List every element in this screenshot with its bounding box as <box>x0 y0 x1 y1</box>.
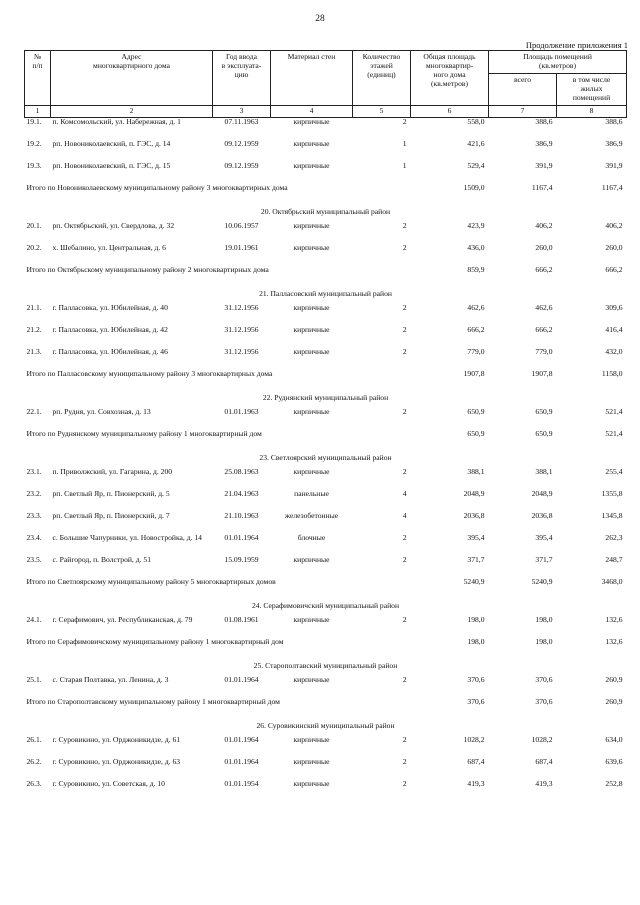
row-year: 31.12.1956 <box>224 324 259 334</box>
row-address: г. Серафимович, ул. Республиканская, д. 79 <box>52 614 193 624</box>
table-row <box>25 140 627 162</box>
row-address: рп. Светлый Яр, п. Пионерский, д. 7 <box>52 510 170 520</box>
row-number: 25.1. <box>26 674 42 684</box>
row-number: 21.3. <box>26 346 42 356</box>
row-year: 01.08.1961 <box>224 614 259 624</box>
row-address: рп. Светлый Яр, п. Пионерский, д. 5 <box>52 488 170 498</box>
row-total-area: 529,4 <box>467 160 485 170</box>
header-floors: Количество этажей (единиц) <box>353 51 411 106</box>
row-total-area: 371,7 <box>467 554 485 564</box>
total-area-all: 5240,9 <box>531 576 553 586</box>
row-floors: 2 <box>402 466 407 476</box>
row-number: 26.2. <box>26 756 42 766</box>
district-total-row <box>25 698 627 722</box>
table-row <box>25 222 627 244</box>
total-area: 198,0 <box>467 636 485 646</box>
row-year: 10.06.1957 <box>224 220 259 230</box>
header-premises: Площадь помещений (кв.метров) <box>489 51 627 74</box>
district-total-row <box>25 578 627 602</box>
row-number: 19.3. <box>26 160 42 170</box>
total-area: 650,9 <box>467 428 485 438</box>
row-floors: 1 <box>402 138 407 148</box>
row-floors: 2 <box>402 406 407 416</box>
table-body <box>25 117 627 802</box>
row-year: 25.08.1963 <box>224 466 259 476</box>
header-material: Материал стен <box>271 51 353 106</box>
row-area-living: 260,9 <box>605 674 623 684</box>
col-number: 8 <box>557 105 627 117</box>
total-area-living: 1158,0 <box>601 368 623 378</box>
row-year: 07.11.1963 <box>224 116 259 126</box>
district-heading: 21. Палласовский муниципальный район <box>259 288 392 298</box>
row-address: г. Палласовка, ул. Юбилейная, д. 40 <box>52 302 168 312</box>
row-total-area: 2036,8 <box>463 510 485 520</box>
row-area-living: 432,0 <box>605 346 623 356</box>
table-row <box>25 304 627 326</box>
row-floors: 2 <box>402 778 407 788</box>
row-floors: 2 <box>402 554 407 564</box>
page-number: 28 <box>315 14 325 24</box>
total-area-all: 666,2 <box>535 264 553 274</box>
header-address: Адрес многоквартирного дома <box>51 51 213 106</box>
row-number: 23.4. <box>26 532 42 542</box>
row-year: 01.01.1964 <box>224 734 259 744</box>
total-area: 370,6 <box>467 696 485 706</box>
total-area-living: 132,6 <box>605 636 623 646</box>
row-area-living: 388,6 <box>605 116 623 126</box>
table-row <box>25 490 627 512</box>
district-heading: 23. Светлоярский муниципальный район <box>259 452 392 462</box>
row-area-all: 666,2 <box>535 324 553 334</box>
row-floors: 2 <box>402 220 407 230</box>
district-heading-row <box>25 208 627 222</box>
row-area-living: 386,9 <box>605 138 623 148</box>
table-row <box>25 616 627 638</box>
row-area-all: 462,6 <box>535 302 553 312</box>
row-material: кирпичные <box>293 220 330 230</box>
row-year: 01.01.1963 <box>224 406 259 416</box>
row-address: рп. Рудня, ул. Совхозная, д. 13 <box>52 406 151 416</box>
row-floors: 2 <box>402 734 407 744</box>
row-floors: 2 <box>402 532 407 542</box>
col-number: 7 <box>489 105 557 117</box>
row-area-all: 2036,8 <box>531 510 553 520</box>
row-floors: 2 <box>402 116 407 126</box>
row-area-all: 198,0 <box>535 614 553 624</box>
total-label: Итого по Новониколаевскому муниципальному району 3 многоквартирных дома <box>26 182 288 192</box>
row-number: 21.1. <box>26 302 42 312</box>
row-address: п. Приволжский, ул. Гагарина, д. 200 <box>52 466 173 476</box>
row-area-living: 309,6 <box>605 302 623 312</box>
col-number: 3 <box>213 105 271 117</box>
row-address: х. Шебалино, ул. Центральная, д. 6 <box>52 242 166 252</box>
header-num: № п/п <box>25 51 51 106</box>
district-heading: 25. Старополтавский муниципальный район <box>253 660 398 670</box>
total-area-living: 260,9 <box>605 696 623 706</box>
row-number: 23.3. <box>26 510 42 520</box>
row-area-living: 262,3 <box>605 532 623 542</box>
district-heading-row <box>25 662 627 676</box>
row-number: 22.1. <box>26 406 42 416</box>
table-row <box>25 408 627 430</box>
row-number: 19.1. <box>26 116 42 126</box>
row-total-area: 395,4 <box>467 532 485 542</box>
row-year: 09.12.1959 <box>224 138 259 148</box>
row-address: с. Старая Полтавка, ул. Ленина, д. 3 <box>52 674 169 684</box>
row-total-area: 1028,2 <box>463 734 485 744</box>
row-address: п. Комсомольский, ул. Набережная, д. 1 <box>52 116 181 126</box>
row-number: 26.3. <box>26 778 42 788</box>
table-row <box>25 117 627 140</box>
col-number: 1 <box>25 105 51 117</box>
total-area-all: 198,0 <box>535 636 553 646</box>
row-total-area: 666,2 <box>467 324 485 334</box>
row-material: кирпичные <box>293 302 330 312</box>
row-material: блочные <box>297 532 326 542</box>
row-area-all: 650,9 <box>535 406 553 416</box>
table-row <box>25 736 627 758</box>
row-number: 23.1. <box>26 466 42 476</box>
col-number: 5 <box>353 105 411 117</box>
table-row <box>25 326 627 348</box>
row-year: 09.12.1959 <box>224 160 259 170</box>
table-row <box>25 244 627 266</box>
row-total-area: 462,6 <box>467 302 485 312</box>
row-total-area: 2048,9 <box>463 488 485 498</box>
total-label: Итого по Светлоярскому муниципальному району 5 многоквартирных домов <box>26 576 276 586</box>
row-area-all: 388,1 <box>535 466 553 476</box>
row-total-area: 687,4 <box>467 756 485 766</box>
total-area: 859,9 <box>467 264 485 274</box>
row-number: 20.2. <box>26 242 42 252</box>
header-year: Год ввода в эксплуата- цию <box>213 51 271 106</box>
district-heading-row <box>25 602 627 616</box>
total-area-living: 666,2 <box>605 264 623 274</box>
col-number: 4 <box>271 105 353 117</box>
row-material: железобетонные <box>284 510 339 520</box>
row-area-all: 779,0 <box>535 346 553 356</box>
row-area-living: 260,0 <box>605 242 623 252</box>
row-material: кирпичные <box>293 116 330 126</box>
district-total-row <box>25 184 627 208</box>
row-number: 24.1. <box>26 614 42 624</box>
table-row <box>25 534 627 556</box>
row-number: 21.2. <box>26 324 42 334</box>
total-area-all: 650,9 <box>535 428 553 438</box>
row-address: рп. Октябрьский, ул. Свердлова, д. 32 <box>52 220 175 230</box>
row-year: 15.09.1959 <box>224 554 259 564</box>
table-row <box>25 780 627 802</box>
row-material: кирпичные <box>293 324 330 334</box>
row-material: кирпичные <box>293 778 330 788</box>
row-area-all: 419,3 <box>535 778 553 788</box>
row-total-area: 779,0 <box>467 346 485 356</box>
row-area-all: 391,9 <box>535 160 553 170</box>
continuation-note: Продолжение приложения 1 <box>525 40 628 50</box>
row-material: кирпичные <box>293 242 330 252</box>
row-number: 23.5. <box>26 554 42 564</box>
row-area-living: 416,4 <box>605 324 623 334</box>
row-total-area: 558,0 <box>467 116 485 126</box>
row-material: панельные <box>294 488 329 498</box>
row-address: г. Палласовка, ул. Юбилейная, д. 46 <box>52 346 168 356</box>
row-area-living: 634,0 <box>605 734 623 744</box>
row-address: г. Суровикино, ул. Орджоникидзе, д. 61 <box>52 734 181 744</box>
total-area-living: 521,4 <box>605 428 623 438</box>
district-total-row <box>25 638 627 662</box>
row-area-all: 2048,9 <box>531 488 553 498</box>
row-area-living: 248,7 <box>605 554 623 564</box>
row-floors: 2 <box>402 324 407 334</box>
district-heading: 26. Суровикинский муниципальный район <box>256 720 395 730</box>
row-year: 01.01.1964 <box>224 674 259 684</box>
total-label: Итого по Старополтавскому муниципальному району 1 многоквартирный дом <box>26 696 280 706</box>
row-material: кирпичные <box>293 734 330 744</box>
row-year: 31.12.1956 <box>224 302 259 312</box>
row-total-area: 370,6 <box>467 674 485 684</box>
total-area-living: 3468,0 <box>601 576 623 586</box>
district-heading-row <box>25 454 627 468</box>
row-area-living: 639,6 <box>605 756 623 766</box>
row-area-all: 687,4 <box>535 756 553 766</box>
district-total-row <box>25 266 627 290</box>
table-row <box>25 676 627 698</box>
header-living: в том числе жилых помещений <box>557 73 627 105</box>
row-area-all: 371,7 <box>535 554 553 564</box>
total-label: Итого по Октябрьскому муниципальному району 2 многоквартирных дома <box>26 264 269 274</box>
row-area-all: 395,4 <box>535 532 553 542</box>
row-area-all: 406,2 <box>535 220 553 230</box>
row-number: 20.1. <box>26 220 42 230</box>
row-area-living: 391,9 <box>605 160 623 170</box>
row-year: 21.10.1963 <box>224 510 259 520</box>
row-address: рп. Новониколаевский, п. ГЭС, д. 14 <box>52 138 171 148</box>
table-row <box>25 512 627 534</box>
row-floors: 2 <box>402 346 407 356</box>
row-address: г. Суровикино, ул. Советская, д. 10 <box>52 778 165 788</box>
total-label: Итого по Руднянскому муниципальному району 1 многоквартирный дом <box>26 428 262 438</box>
row-material: кирпичные <box>293 554 330 564</box>
row-total-area: 198,0 <box>467 614 485 624</box>
row-address: г. Палласовка, ул. Юбилейная, д. 42 <box>52 324 168 334</box>
row-floors: 2 <box>402 302 407 312</box>
row-total-area: 419,3 <box>467 778 485 788</box>
table-row <box>25 758 627 780</box>
row-floors: 4 <box>402 488 407 498</box>
table-row <box>25 468 627 490</box>
total-area-living: 1167,4 <box>601 182 623 192</box>
row-year: 31.12.1956 <box>224 346 259 356</box>
total-area: 5240,9 <box>463 576 485 586</box>
row-floors: 2 <box>402 242 407 252</box>
row-address: рп. Новониколаевский, п. ГЭС, д. 15 <box>52 160 171 170</box>
row-material: кирпичные <box>293 614 330 624</box>
total-label: Итого по Палласовскому муниципальному району 3 многоквартирных дома <box>26 368 273 378</box>
row-area-all: 370,6 <box>535 674 553 684</box>
total-area-all: 1167,4 <box>531 182 553 192</box>
row-year: 01.01.1964 <box>224 532 259 542</box>
row-floors: 2 <box>402 756 407 766</box>
row-area-living: 132,6 <box>605 614 623 624</box>
row-address: г. Суровикино, ул. Орджоникидзе, д. 63 <box>52 756 181 766</box>
district-total-row <box>25 370 627 394</box>
row-year: 01.01.1954 <box>224 778 259 788</box>
row-total-area: 436,0 <box>467 242 485 252</box>
row-year: 21.04.1963 <box>224 488 259 498</box>
row-area-living: 255,4 <box>605 466 623 476</box>
row-area-all: 260,0 <box>535 242 553 252</box>
col-number: 2 <box>51 105 213 117</box>
row-number: 19.2. <box>26 138 42 148</box>
col-number: 6 <box>411 105 489 117</box>
row-material: кирпичные <box>293 466 330 476</box>
table-row <box>25 162 627 184</box>
row-year: 01.01.1964 <box>224 756 259 766</box>
row-area-living: 1345,8 <box>601 510 623 520</box>
total-area-all: 1907,8 <box>531 368 553 378</box>
row-floors: 2 <box>402 614 407 624</box>
row-total-area: 650,9 <box>467 406 485 416</box>
apartment-buildings-table <box>24 50 627 802</box>
row-material: кирпичные <box>293 138 330 148</box>
row-area-living: 521,4 <box>605 406 623 416</box>
row-address: с. Райгород, п. Волстрой, д. 51 <box>52 554 151 564</box>
row-material: кирпичные <box>293 160 330 170</box>
row-area-all: 386,9 <box>535 138 553 148</box>
row-floors: 1 <box>402 160 407 170</box>
district-heading: 20. Октябрьский муниципальный район <box>260 206 391 216</box>
row-area-living: 406,2 <box>605 220 623 230</box>
row-area-living: 252,8 <box>605 778 623 788</box>
row-address: с. Большие Чапурники, ул. Новостройка, д. 14 <box>52 532 202 542</box>
district-heading: 22. Руднянский муниципальный район <box>262 392 389 402</box>
header-total-area: Общая площадь многоквартир- ного дома (кв.метров) <box>411 51 489 106</box>
header-all: всего <box>489 73 557 105</box>
district-heading-row <box>25 290 627 304</box>
row-year: 19.01.1961 <box>224 242 259 252</box>
district-heading: 24. Серафимовичский муниципальный район <box>251 600 400 610</box>
row-material: кирпичные <box>293 406 330 416</box>
table-row <box>25 348 627 370</box>
row-area-all: 388,6 <box>535 116 553 126</box>
row-floors: 4 <box>402 510 407 520</box>
row-area-all: 1028,2 <box>531 734 553 744</box>
total-label: Итого по Серафимовичскому муниципальному району 1 многоквартирный дом <box>26 636 284 646</box>
row-total-area: 421,6 <box>467 138 485 148</box>
row-total-area: 388,1 <box>467 466 485 476</box>
district-heading-row <box>25 722 627 736</box>
row-total-area: 423,9 <box>467 220 485 230</box>
table-row <box>25 556 627 578</box>
row-floors: 2 <box>402 674 407 684</box>
total-area: 1907,8 <box>463 368 485 378</box>
row-area-living: 1355,8 <box>601 488 623 498</box>
row-number: 26.1. <box>26 734 42 744</box>
district-total-row <box>25 430 627 454</box>
total-area-all: 370,6 <box>535 696 553 706</box>
row-material: кирпичные <box>293 756 330 766</box>
total-area: 1509,0 <box>463 182 485 192</box>
row-material: кирпичные <box>293 346 330 356</box>
row-material: кирпичные <box>293 674 330 684</box>
row-number: 23.2. <box>26 488 42 498</box>
district-heading-row <box>25 394 627 408</box>
